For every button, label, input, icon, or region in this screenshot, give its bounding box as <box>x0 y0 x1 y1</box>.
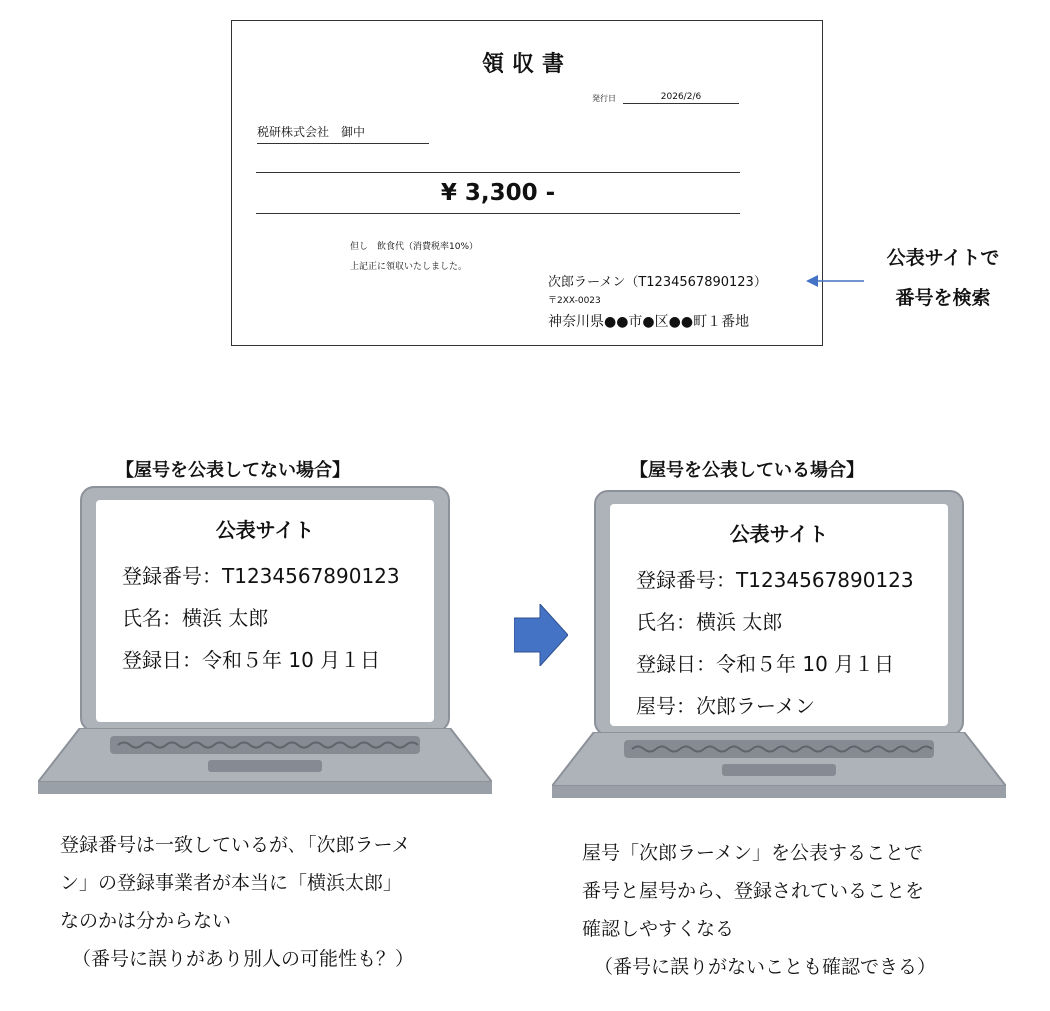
registration-date: 登録日：令和５年 10 月１日 <box>636 652 895 676</box>
heading-no-trade-name: 【屋号を公表してない場合】 <box>116 460 350 481</box>
registration-number: 登録番号：T1234567890123 <box>636 568 914 592</box>
registration-date: 登録日：令和５年 10 月１日 <box>122 648 381 672</box>
registration-number: 登録番号：T1234567890123 <box>122 564 400 588</box>
explanation-left <box>60 826 414 978</box>
explanation-line: 番号と屋号から、登録されていることを <box>582 880 925 902</box>
site-title: 公表サイト <box>729 522 829 546</box>
receipt-title: 領収書 <box>481 52 572 77</box>
laptop-left <box>38 486 508 806</box>
addressee: 税研株式会社 御中 <box>257 123 429 144</box>
receipt <box>231 20 823 346</box>
laptop-lid <box>594 490 964 736</box>
laptop-right <box>552 490 1022 810</box>
laptop-keyboard-base <box>552 732 1006 800</box>
laptop-screen <box>96 500 434 722</box>
registrant-name: 氏名：横浜 太郎 <box>636 610 783 634</box>
explanation-line: 確認しやすくなる <box>582 918 735 940</box>
registrant-name: 氏名：横浜 太郎 <box>122 606 269 630</box>
issuer-zip: 〒2XX-0023 <box>548 296 601 306</box>
site-title: 公表サイト <box>215 518 315 542</box>
search-arrow-icon <box>804 271 864 291</box>
explanation-line: なのかは分からない <box>60 910 232 932</box>
amount: ¥ 3,300 - <box>440 180 556 206</box>
issue-date-label: 発行日 <box>592 94 616 103</box>
explanation-note: （番号に誤りがあり別人の可能性も？） <box>72 948 415 970</box>
search-label-line1: 公表サイトで <box>886 247 1000 269</box>
search-label <box>858 238 1028 318</box>
heading-with-trade-name: 【屋号を公表している場合】 <box>630 460 864 481</box>
issue-date: 2026/2/6 <box>623 91 739 104</box>
explanation-line: ン」の登録事業者が本当に「横浜太郎」 <box>60 872 403 894</box>
proviso: 但し 飲食代（消費税率10%） <box>350 242 479 252</box>
issuer-address: 神奈川県●●市●区●●町１番地 <box>548 314 750 330</box>
trade-name: 屋号：次郎ラーメン <box>636 694 815 718</box>
explanation-line: 登録番号は一致しているが､「次郎ラーメ <box>60 834 411 856</box>
issuer-name: 次郎ラーメン（T1234567890123） <box>548 275 767 290</box>
received-text: 上記正に領収いたしました。 <box>350 262 468 272</box>
amount-box <box>256 172 740 214</box>
search-label-line2: 番号を検索 <box>895 287 991 309</box>
explanation-right <box>582 834 936 986</box>
explanation-line: 屋号「次郎ラーメン」を公表することで <box>582 842 924 864</box>
laptop-keyboard-base <box>38 728 492 796</box>
laptop-screen <box>610 504 948 726</box>
explanation-note: （番号に誤りがないことも確認できる） <box>594 956 937 978</box>
laptop-lid <box>80 486 450 732</box>
